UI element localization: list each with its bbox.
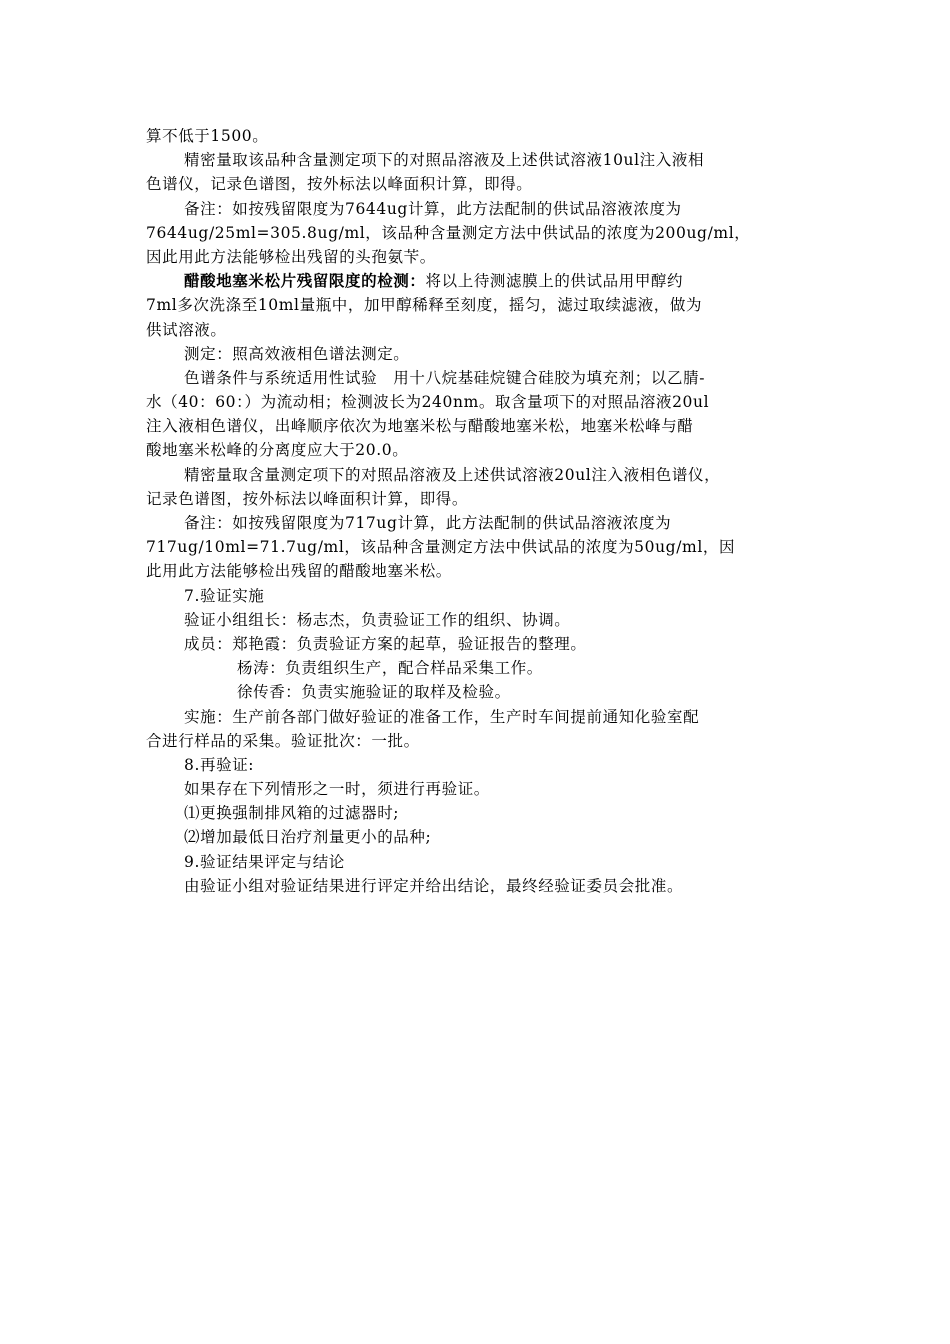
- section-title: 9.验证结果评定与结论: [184, 852, 345, 871]
- text-line: 合进行样品的采集。验证批次：一批。: [146, 731, 420, 750]
- text-line: 供试溶液。: [146, 320, 227, 339]
- document-body: [146, 124, 826, 898]
- text-span: 将以上待测滤膜上的供试品用甲醇约: [425, 272, 684, 291]
- section-heading: 醋酸地塞米松片残留限度的检测：: [184, 272, 426, 291]
- text-line: 酸地塞米松峰的分离度应大于20.0。: [146, 441, 409, 460]
- text-line: 因此用此方法能够检出残留的头孢氨苄。: [146, 247, 436, 266]
- text-line: 徐传香：负责实施验证的取样及检验。: [237, 683, 511, 702]
- list-item: ⑵增加最低日治疗剂量更小的品种;: [184, 828, 432, 847]
- text-line: 此用此方法能够检出残留的醋酸地塞米松。: [146, 562, 452, 581]
- text-line: 备注：如按残留限度为717ug计算，此方法配制的供试品溶液浓度为: [184, 514, 672, 532]
- text-line: 测定：照高效液相色谱法测定。: [184, 344, 410, 363]
- text-line: 水（40：60：）为流动相；检测波长为240nm。取含量项下的对照品溶液20ul: [146, 393, 710, 412]
- text-line: 注入液相色谱仪，出峰顺序依次为地塞米松与醋酸地塞米松，地塞米松峰与醋: [146, 417, 694, 436]
- text-line: 色谱仪，记录色谱图，按外标法以峰面积计算，即得。: [146, 175, 533, 194]
- text-line: 7ml多次洗涤至10ml量瓶中，加甲醇稀释至刻度，摇匀，滤过取续滤液，做为: [146, 296, 703, 315]
- text-line: 717ug/10ml=71.7ug/ml，该品种含量测定方法中供试品的浓度为50ug/ml，因: [146, 538, 736, 557]
- text-line: 精密量取含量测定项下的对照品溶液及上述供试溶液20ul注入液相色谱仪，: [184, 465, 721, 484]
- text-line: 精密量取该品种含量测定项下的对照品溶液及上述供试溶液10ul注入液相: [184, 151, 705, 170]
- text-line: 备注：如按残留限度为7644ug计算，此方法配制的供试品溶液浓度为: [184, 199, 682, 218]
- text-line: 实施：生产前各部门做好验证的准备工作，生产时车间提前通知化验室配: [184, 707, 700, 726]
- list-item: ⑴更换强制排风箱的过滤器时;: [184, 804, 400, 823]
- text-line: 记录色谱图，按外标法以峰面积计算，即得。: [146, 489, 469, 508]
- text-line: 7644ug/25ml=305.8ug/ml，该品种含量测定方法中供试品的浓度为200ug/ml，: [146, 223, 751, 242]
- text-line: 杨涛：负责组织生产，配合样品采集工作。: [237, 659, 543, 678]
- text-line: 由验证小组对验证结果进行评定并给出结论，最终经验证委员会批准。: [184, 876, 684, 895]
- section-title: 7.验证实施: [184, 586, 265, 605]
- text-line: 算不低于1500。: [146, 127, 269, 145]
- section-title: 8.再验证:: [184, 755, 255, 774]
- text-line: 成员：郑艳霞：负责验证方案的起草，验证报告的整理。: [184, 634, 587, 653]
- text-line: 色谱条件与系统适用性试验 用十八烷基硅烷键合硅胶为填充剂；以乙腈-: [184, 368, 706, 387]
- section-paragraph-start: [146, 269, 826, 293]
- text-line: 如果存在下列情形之一时，须进行再验证。: [184, 780, 490, 799]
- text-line: 验证小组组长：杨志杰，负责验证工作的组织、协调。: [184, 610, 571, 629]
